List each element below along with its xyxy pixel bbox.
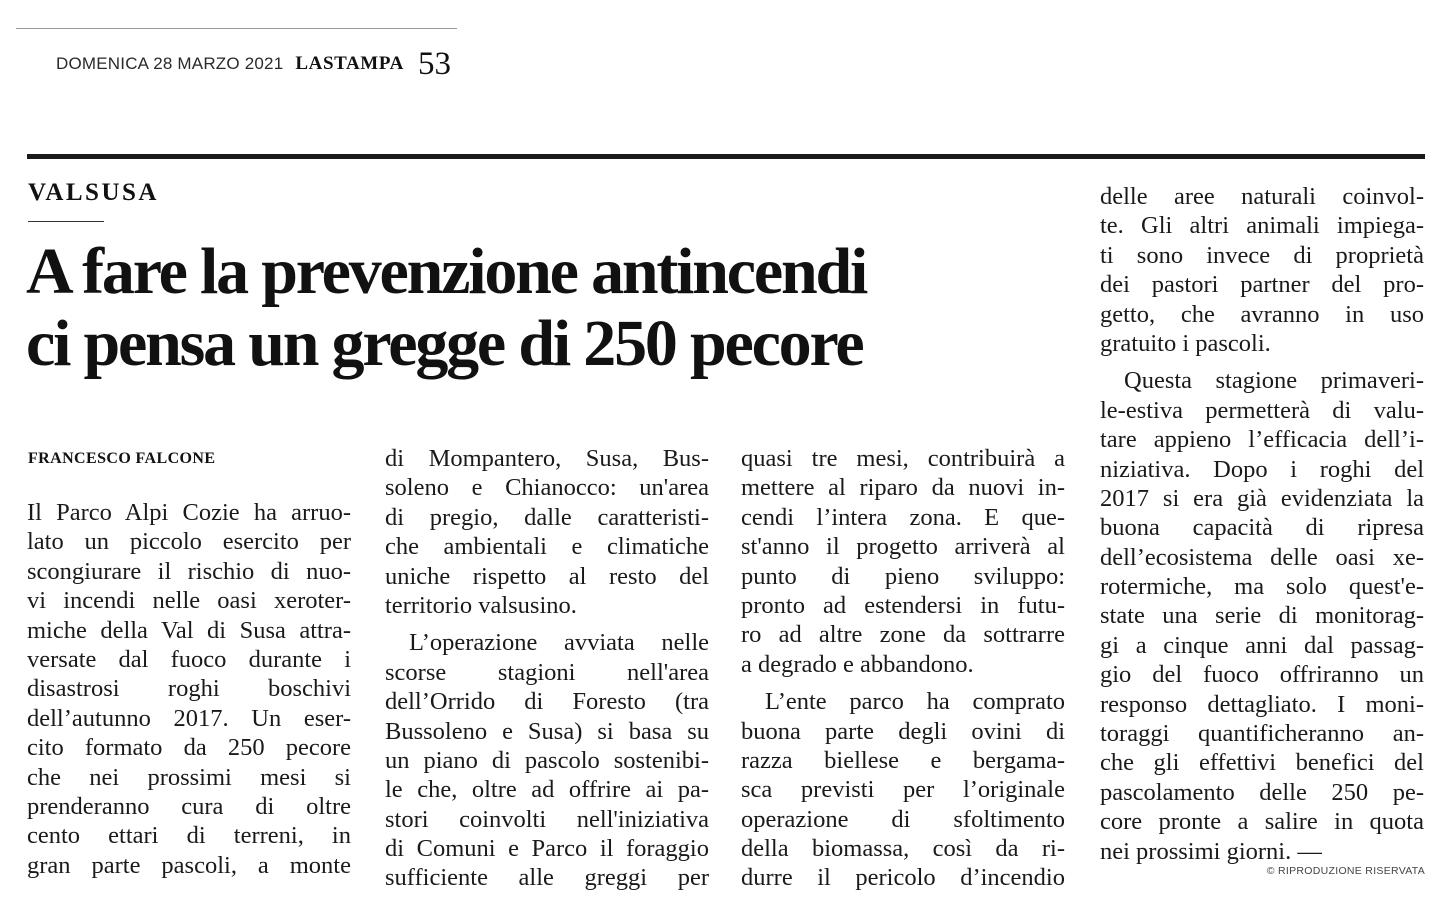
text-line: cito formato da 250 pecore [27, 734, 351, 762]
text-line: che gli effettivi benefici del [1100, 749, 1424, 777]
paragraph-gap [1100, 358, 1424, 366]
text-line: prenderanno cura di oltre [27, 792, 351, 820]
text-line: tare appieno l’efficacia dell’i- [1100, 426, 1424, 454]
text-line: disastrosi roghi boschivi [27, 675, 351, 703]
section-label: VALSUSA [28, 179, 159, 206]
text-line: gratuito i pascoli. [1100, 329, 1271, 357]
text-line: ti sono invece di proprietà [1100, 241, 1424, 269]
text-line: ro ad altre zone da sottrarre [741, 621, 1065, 649]
article-column-1 [27, 498, 351, 880]
text-line: versate dal fuoco durante i [27, 645, 351, 673]
issue-date: DOMENICA 28 MARZO 2021 [56, 54, 284, 73]
text-line: stori coinvolti nell'iniziativa [385, 805, 709, 833]
text-line: scorse stagioni nell'area [385, 658, 709, 686]
text-line: pronto ad estendersi in futu- [741, 591, 1065, 619]
article-column-4 [1100, 182, 1424, 866]
text-line: te. Gli altri animali impiega- [1100, 212, 1424, 240]
text-line: vi incendi nelle oasi xeroter- [27, 587, 351, 615]
text-line: state una serie di monitorag- [1100, 602, 1424, 630]
text-line: Il Parco Alpi Cozie ha arruo- [27, 499, 351, 526]
text-line: responso dettagliato. I moni- [1100, 690, 1424, 718]
text-line: st'anno il progetto arriverà al [741, 533, 1065, 561]
text-line: Questa stagione primaveri- [1124, 367, 1424, 395]
text-line: Bussoleno e Susa) si basa su [385, 717, 709, 745]
text-line: punto di pieno sviluppo: [741, 562, 1065, 590]
text-line: L’ente parco ha comprato [765, 688, 1065, 716]
text-line: nei prossimi giorni. — [1100, 837, 1322, 865]
text-line: L’operazione avviata nelle [409, 629, 709, 657]
text-line: lato un piccolo esercito per [27, 528, 351, 556]
headline [26, 236, 866, 380]
text-line: soleno e Chianocco: un'area [385, 474, 709, 502]
text-line: core pronte a salire in quota [1100, 808, 1424, 836]
header-rule [27, 154, 1425, 159]
text-line: territorio valsusino. [385, 591, 577, 619]
text-line: di Mompantero, Susa, Bus- [385, 445, 709, 472]
text-line: razza biellese e bergama- [741, 746, 1065, 774]
text-line: a degrado e abbandono. [741, 650, 974, 678]
text-line: di Comuni e Parco il foraggio [385, 835, 709, 863]
text-line: di pregio, dalle caratteristi- [385, 503, 709, 531]
text-line: dell’autunno 2017. Un eser- [27, 704, 351, 732]
copyright-notice: © RIPRODUZIONE RISERVATA [1266, 865, 1425, 877]
text-line: delle aree naturali coinvol- [1100, 183, 1424, 210]
text-line: le che, oltre ad offrire ai pa- [385, 776, 709, 804]
text-line: dei pastori partner del pro- [1100, 271, 1424, 299]
text-line: toraggi quantificheranno an- [1100, 720, 1424, 748]
text-line: cento ettari di terreni, in [27, 822, 351, 850]
text-line: operazione di sfoltimento [741, 805, 1065, 833]
headline-line-1: A fare la prevenzione antincendi [26, 235, 867, 308]
masthead [56, 44, 451, 84]
text-line: buona capacità di ripresa [1100, 514, 1424, 542]
text-line: uniche rispetto al resto del [385, 562, 709, 590]
section-underline [28, 221, 104, 222]
text-line: miche della Val di Susa attra- [27, 616, 351, 644]
paragraph-gap [385, 620, 709, 628]
top-divider [16, 28, 457, 29]
newspaper-name: LASTAMPA [295, 53, 404, 74]
text-line: rotermiche, ma solo quest'e- [1100, 573, 1424, 601]
text-line: un piano di pascolo sostenibi- [385, 746, 709, 774]
text-line: gran parte pascoli, a monte [27, 851, 351, 879]
text-line: le-estiva permetterà di valu- [1100, 396, 1424, 424]
text-line: gi a cinque anni dal passag- [1100, 631, 1424, 659]
text-line: dell’ecosistema delle oasi xe- [1100, 543, 1424, 571]
text-line: sca previsti per l’originale [741, 776, 1065, 804]
paragraph-gap [741, 679, 1065, 687]
text-line: getto, che avranno in uso [1100, 300, 1424, 328]
text-line: quasi tre mesi, contribuirà a [741, 445, 1065, 472]
text-line: buona parte degli ovini di [741, 717, 1065, 745]
text-line: durre il pericolo d’incendio [741, 864, 1065, 892]
article-column-3 [741, 444, 1065, 893]
text-line: niziativa. Dopo i roghi del [1100, 455, 1424, 483]
text-line: 2017 si era già evidenziata la [1100, 484, 1424, 512]
text-line: che nei prossimi mesi si [27, 763, 351, 791]
text-line: dell’Orrido di Foresto (tra [385, 688, 709, 716]
text-line: della biomassa, così da ri- [741, 835, 1065, 863]
text-line: gio del fuoco offriranno un [1100, 661, 1424, 689]
text-line: mettere al riparo da nuovi in- [741, 474, 1065, 502]
page-number: 53 [417, 45, 451, 82]
text-line: scongiurare il rischio di nuo- [27, 557, 351, 585]
text-line: cendi l’intera zona. E que- [741, 503, 1065, 531]
headline-line-2: ci pensa un gregge di 250 pecore [26, 307, 863, 380]
byline: FRANCESCO FALCONE [28, 450, 216, 467]
article-column-2 [385, 444, 709, 893]
text-line: che ambientali e climatiche [385, 533, 709, 561]
text-line: sufficiente alle greggi per [385, 864, 709, 892]
text-line: pascolamento delle 250 pe- [1100, 778, 1424, 806]
